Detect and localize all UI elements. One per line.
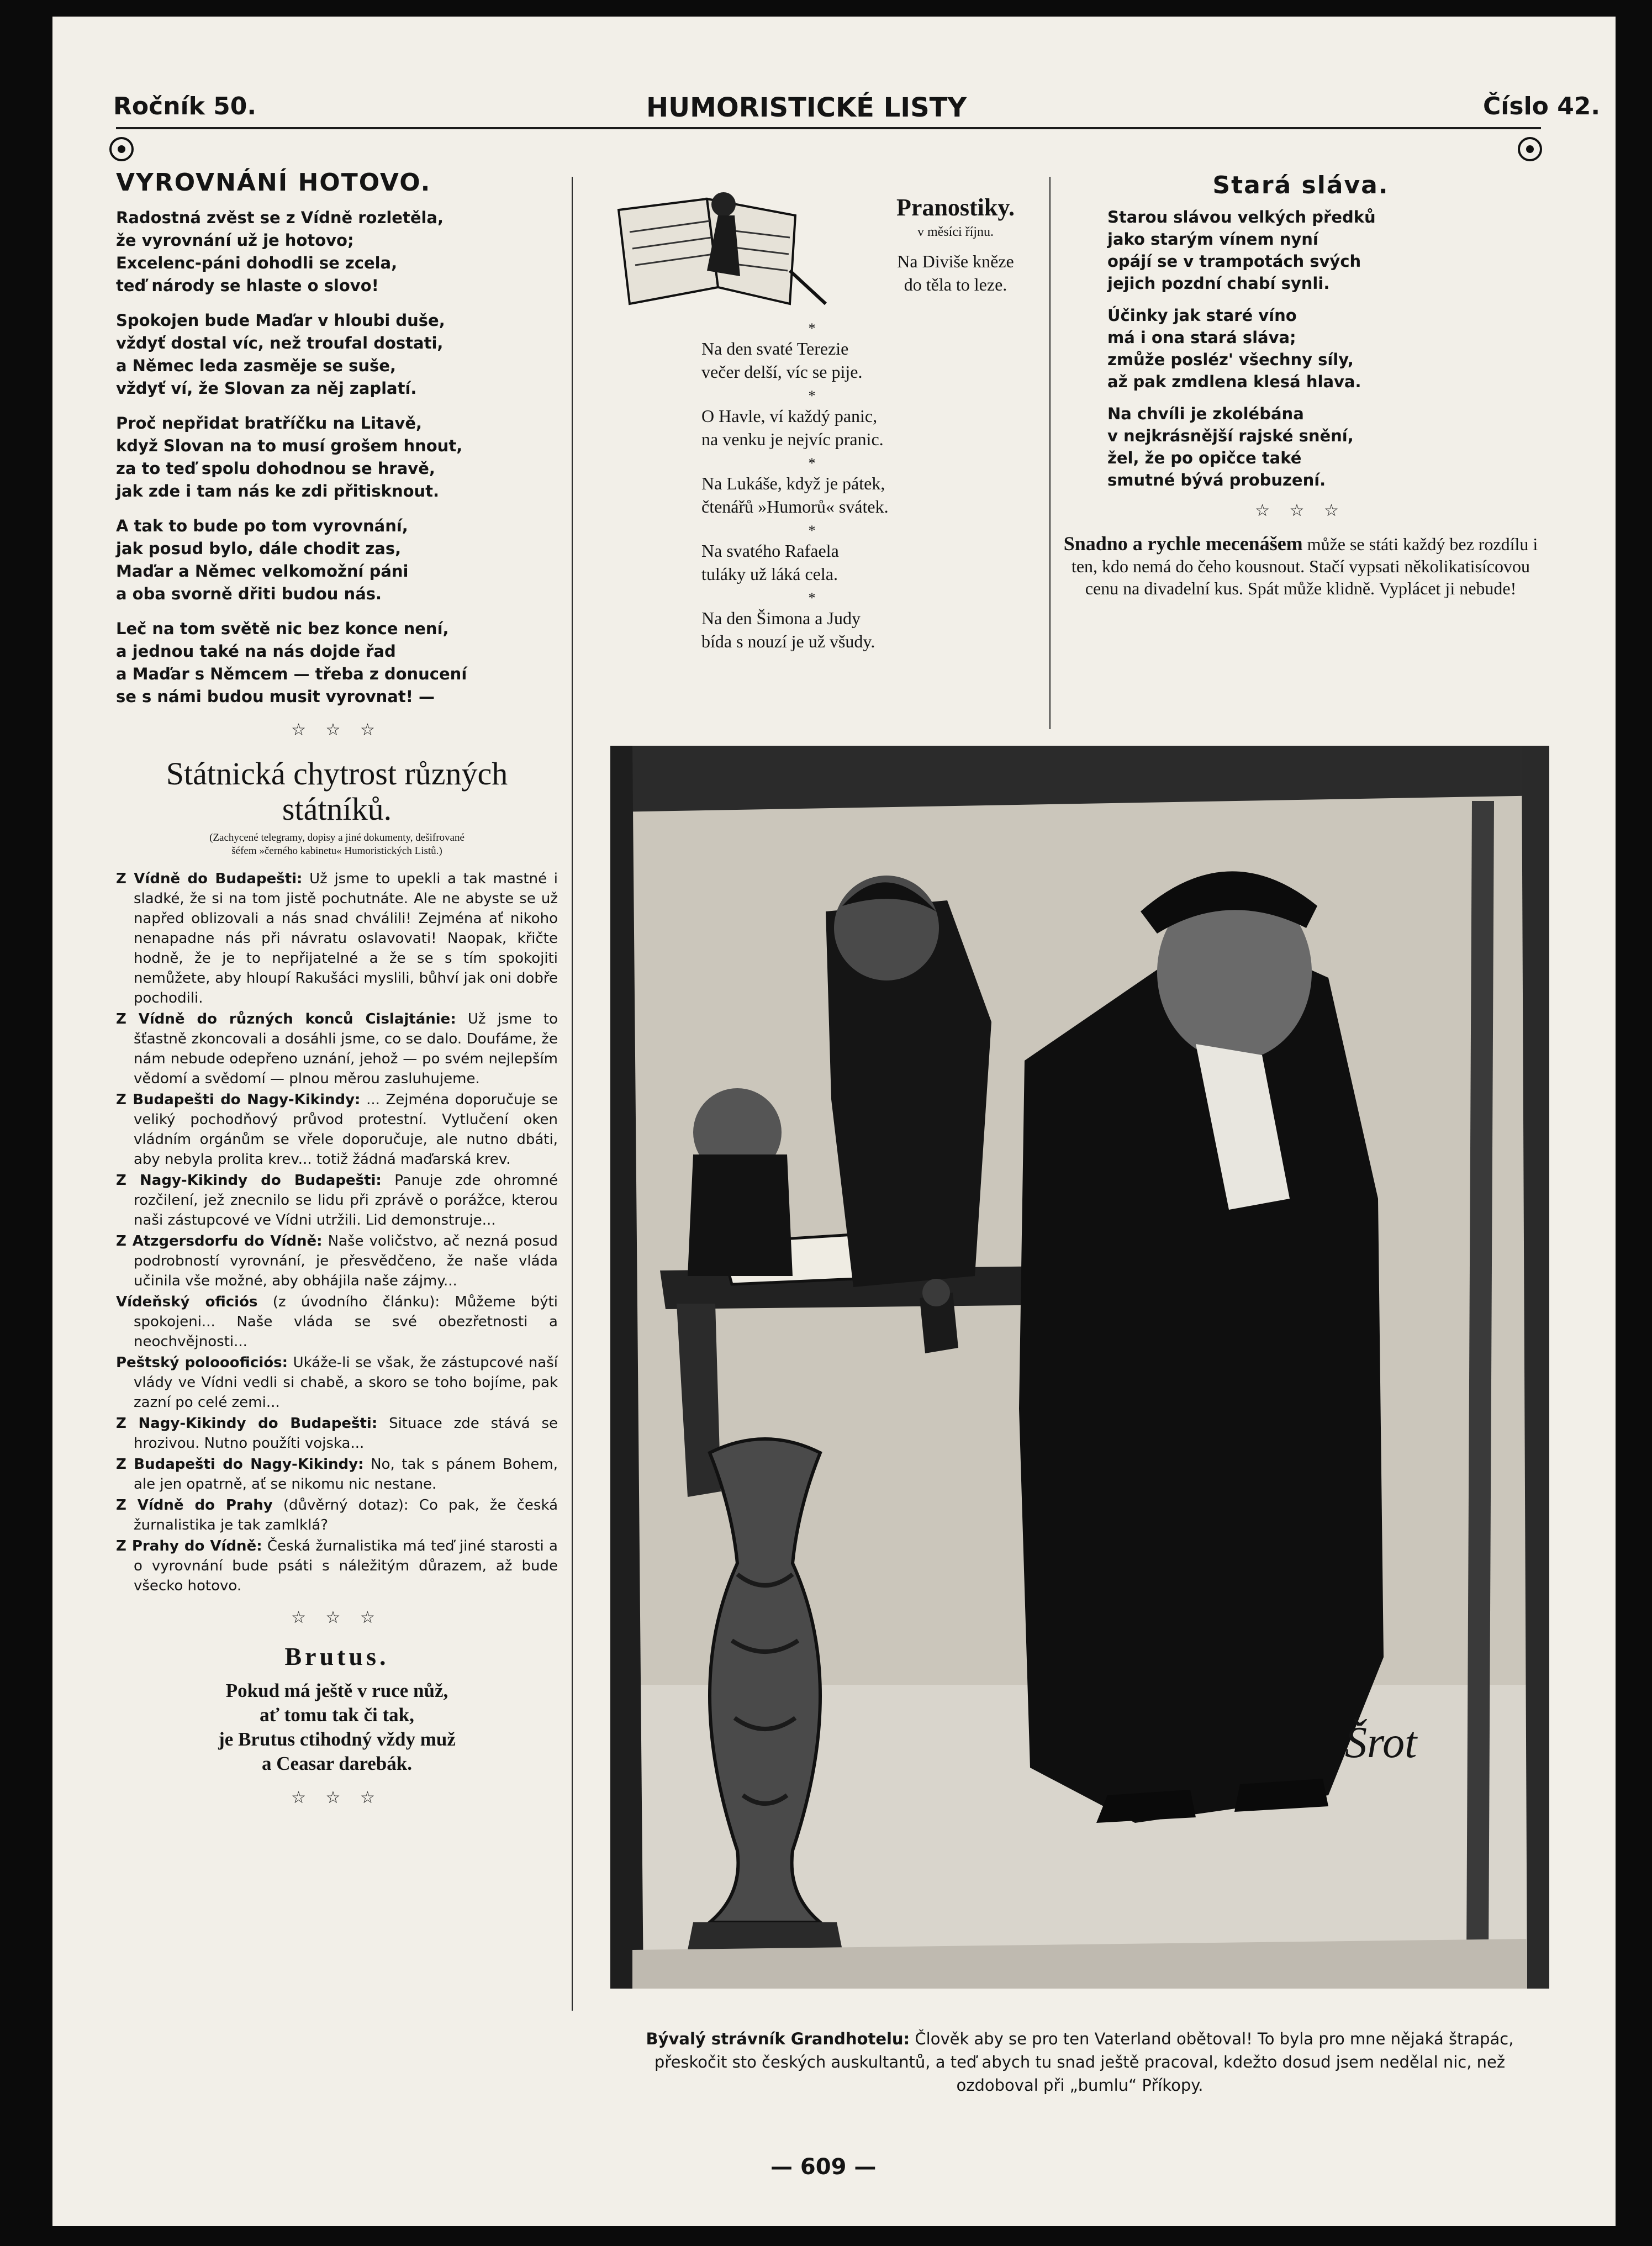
poem-line: A tak to bude po tom vyrovnání, (116, 516, 408, 535)
saying-line: Na Diviše kněze (897, 251, 1014, 271)
dispatch-text: Situace zde stává se hrozivou. Nutno použíti vojska... (134, 1415, 558, 1452)
poem-line: teď národy se hlaste o slovo! (116, 276, 379, 295)
dispatch-entry (116, 1009, 558, 1089)
pranostiky-title: Pranostiky. (896, 194, 1015, 221)
poem-line: za to teď spolu dohodnou se hravě, (116, 459, 435, 478)
saying-line: čtenářů »Humorů« svátek. (701, 497, 889, 516)
right-ornament-icon (1516, 135, 1544, 163)
saying-line: Na Lukáše, když je pátek, (701, 473, 885, 493)
poem-line: žel, že po opičce také (1107, 449, 1302, 467)
dispatch-sender: Z Vídně do Budapešti: (116, 871, 303, 887)
mecenas-lead: Snadno a rychle mecenášem (1063, 532, 1303, 555)
dispatch-text: Už jsme to šťastně zkoncovali a dosáhli jsme, co se dalo. Doufáme, že nám nebude odepřeno uznání, jehož — po svém nejlepším vědomí a svědomí — plnou měrou zasluhujeme. (134, 1011, 558, 1087)
saying-line: do těla to leze. (904, 275, 1007, 294)
page-number: — 609 — (770, 2154, 877, 2180)
dispatch-entry (116, 1231, 558, 1291)
poem-stanza (1107, 403, 1538, 491)
poem-stanza (116, 515, 558, 605)
brutus-verse (116, 1679, 558, 1776)
poem-stanzas (116, 207, 558, 708)
dispatch-entry (116, 1414, 558, 1453)
saying (701, 472, 922, 518)
saying-line: večer delší, víc se pije. (701, 362, 863, 382)
brutus-title: Brutus. (284, 1642, 389, 1670)
caption-text: Člověk aby se pro ten Vaterland obětoval! To byla pro mne nějaká štrapác, přeskočit sto českých auskultantů, a teď abych tu snad ještě pracoval, kdežto dosud jsem nedělal nic, než ozdoboval při „bumlu“ Příkopy. (654, 2029, 1514, 2095)
dispatch-text: ... Zejména doporučuje se veliký pochodňový průvod protestní. Vytlučení oken vládním orgánům se vřele doporučuje, ale nutno dbáti, aby nebyla prolita krev... totiž žádná maďarská krev. (134, 1092, 558, 1168)
volume-label: Ročník 50. (113, 92, 257, 120)
poem-stanza (116, 309, 558, 400)
issue-number: Číslo 42. (1483, 92, 1601, 120)
pranostiky-first-saying (878, 250, 1033, 296)
saying (701, 337, 922, 383)
caption-lead: Bývalý strávník Grandhotelu: (646, 2029, 910, 2048)
saying-line: bída s nouzí je už všudy. (701, 631, 875, 651)
saying-line: tuláky už láká cela. (701, 564, 838, 584)
dispatch-text: Naše voličstvo, ač nezná posud podrobností vyrovnání, je přesvědčeno, že naše vláda učinila vše možné, aby obhájila naše zájmy... (134, 1233, 558, 1289)
poem-line: vždyť ví, že Slovan za něj zaplatí. (116, 379, 417, 398)
poem-line: a jednou také na nás dojde řad (116, 642, 396, 661)
poem-line: že vyrovnání už je hotovo; (116, 231, 354, 250)
poem-line: Maďar a Němec velkomožní páni (116, 562, 409, 581)
cartoon-illustration (610, 746, 1549, 1989)
poem-line: opájí se v trampotách svých (1107, 252, 1361, 271)
brutus-line: Pokud má ještě v ruce nůž, (225, 1680, 448, 1701)
saying-line: na venku je nejvíc pranic. (701, 429, 884, 449)
article-title (116, 756, 558, 827)
dispatch-sender: Z Vídně do Prahy (116, 1497, 273, 1514)
poem-line: Starou slávou velkých předků (1107, 208, 1376, 226)
dispatch-sender: Z Budapešti do Nagy-Kikindy: (116, 1092, 361, 1108)
newspaper-page (52, 17, 1616, 2226)
poem-line: vždyť dostal víc, než troufal dostati, (116, 334, 444, 352)
poem-stanza (116, 618, 558, 708)
article-subtitle-line-2: šéfem »černého kabinetu« Humoristických Listů.) (231, 845, 442, 857)
mecenas-text: může se státi každý bez rozdílu i ten, kdo nemá do čeho kousnout. Stačí vypsati několikatisícovou cenu na divadelní kus. Spát může klidně. Vyplácet ji nebude! (1071, 534, 1538, 598)
poem-line: Účinky jak staré víno (1107, 306, 1297, 325)
dispatch-sender: Z Atzgersdorfu do Vídně: (116, 1233, 323, 1249)
poem-stanza (1107, 304, 1538, 393)
asterisk-separator: * (808, 523, 816, 539)
section-stars: ☆ ☆ ☆ (1255, 502, 1347, 520)
saying (701, 607, 922, 653)
poem-line: Leč na tom světě nic bez konce není, (116, 619, 449, 638)
section-stars: ☆ ☆ ☆ (291, 721, 383, 739)
poem-line: jak zde i tam nás ke zdi přitisknout. (116, 482, 440, 500)
dispatch-text: No, tak s pánem Bohem, ale jen opatrně, ať se nikomu nic nestane. (134, 1456, 558, 1493)
dispatch-entry (116, 1495, 558, 1535)
dispatch-text: (důvěrný dotaz): Co pak, že česká žurnalistika je tak zamlklá? (134, 1497, 558, 1533)
pranostiky-sayings (701, 320, 922, 657)
dispatch-entry (116, 1292, 558, 1352)
poem-line: smutné bývá probuzení. (1107, 471, 1326, 489)
dispatch-entry (116, 1353, 558, 1412)
poem-line: a Němec leda zasměje se suše, (116, 356, 396, 375)
poem-stanza (116, 412, 558, 503)
cartoon-caption (627, 2027, 1533, 2097)
poem-line: Spokojen bude Maďar v hloubi duše, (116, 311, 445, 330)
brutus-line: a Ceasar darebák. (262, 1753, 412, 1774)
saying-line: O Havle, ví každý panic, (701, 406, 878, 426)
artist-signature: Šrot (1345, 1718, 1417, 1767)
asterisk-separator: * (808, 388, 816, 404)
article-title-line-1: Státnická chytrost různých (166, 756, 508, 792)
poem-title: VYROVNÁNÍ HOTOVO. (116, 168, 431, 197)
poem-line: Radostná zvěst se z Vídně rozletěla, (116, 208, 444, 227)
dispatch-sender: Z Budapešti do Nagy-Kikindy: (116, 1456, 364, 1473)
article-subtitle-line-1: (Zachycené telegramy, dopisy a jiné dokumenty, dešifrované (209, 832, 465, 843)
article-subtitle (116, 831, 558, 858)
poem-stanza (116, 207, 558, 297)
dispatch-entry (116, 1171, 558, 1230)
dispatch-text: Panuje zde ohromné rozčilení, jež znecnilo se lidu při zprávě o porážce, kterou naši zástupcové ve Vídni utržili. Lid demonstruje... (134, 1172, 558, 1229)
dispatch-sender: Z Vídně do různých konců Cislajtánie: (116, 1011, 456, 1027)
saying-line: Na den svaté Terezie (701, 339, 849, 358)
asterisk-separator: * (808, 320, 816, 336)
poem-line: Proč nepřidat bratříčku na Litavě, (116, 414, 423, 433)
asterisk-separator: * (808, 455, 816, 471)
stara-slava-stanzas (1063, 206, 1538, 491)
dispatch-sender: Z Prahy do Vídně: (116, 1538, 262, 1554)
poem-line: jako starým vínem nyní (1107, 230, 1318, 249)
dispatch-sender: Vídeňský oficiós (116, 1294, 258, 1310)
poem-line: Na chvíli je zkolébána (1107, 404, 1304, 423)
saying-line: Na den Šimona a Judy (701, 608, 861, 628)
left-column (116, 168, 558, 1807)
brutus-line: ať tomu tak či tak, (260, 1704, 414, 1726)
poem-line: až pak zmdlena klesá hlava. (1107, 372, 1361, 391)
dispatch-text: (z úvodního článku): Můžeme býti spokojeni... Naše vláda se své obezřetnosti a neochvějnosti... (134, 1294, 558, 1350)
poem-line: se s námi budou musit vyrovnat! — (116, 687, 435, 706)
dispatch-entry (116, 1454, 558, 1494)
saying-line: Na svatého Rafaela (701, 541, 839, 561)
poem-line: má i ona stará sláva; (1107, 328, 1296, 347)
poem-line: v nejkrásnější rajské snění, (1107, 426, 1354, 445)
right-column (1063, 171, 1538, 599)
article-title-line-2: státníků. (282, 791, 392, 827)
brutus-line: je Brutus ctihodný vždy muž (218, 1728, 456, 1750)
column-divider-right (1049, 177, 1051, 729)
saying (701, 539, 922, 586)
dispatch-entry (116, 869, 558, 1008)
mecenas-paragraph (1063, 532, 1538, 599)
stara-slava-title: Stará sláva. (1212, 171, 1389, 199)
dispatch-sender: Z Nagy-Kikindy do Budapešti: (116, 1172, 382, 1189)
poem-line: jak posud bylo, dále chodit zas, (116, 539, 402, 558)
poem-line: když Slovan na to musí grošem hnout, (116, 436, 463, 455)
section-stars: ☆ ☆ ☆ (291, 1609, 383, 1627)
header-rule (116, 127, 1541, 129)
left-ornament-icon (108, 135, 135, 163)
poem-line: Excelenc-páni dohodli se zcela, (116, 254, 398, 272)
pranostiky-subtitle: v měsíci říjnu. (917, 225, 994, 239)
poem-line: jejich pozdní chabí synli. (1107, 274, 1330, 293)
dispatch-text: Česká žurnalistika má teď jiné starosti a o vyrovnání bude psáti s náležitým důrazem, až bude všecko hotovo. (134, 1538, 558, 1594)
dispatch-sender: Peštský poloooficiós: (116, 1354, 288, 1371)
dispatch-sender: Z Nagy-Kikindy do Budapešti: (116, 1415, 378, 1432)
dispatch-entry (116, 1090, 558, 1169)
book-illustration (608, 177, 828, 315)
poem-line: zmůže posléz' všechny síly, (1107, 350, 1354, 369)
asterisk-separator: * (808, 590, 816, 606)
pranostiky-heading (878, 193, 1033, 296)
dispatch-text: Už jsme to upekli a tak mastné i sladké, že si na tom jistě pochutnáte. Ale ne abyste se už napřed oblizovali a nás snad chválili! Zejména ať nikoho nenapadne nás při návratu oslavovati! Naopak, křičte hodně, že je to nepřijatelné a že se s tím spokojiti nemůžete, aby hloupí Rakušáci myslili, bůhví jak oni dobře pochodili. (134, 871, 558, 1006)
dispatch-text: Ukáže-li se však, že zástupcové naší vlády ve Vídni vedli si chabě, a skoro se toho bojíme, pak zazní po celé zemi... (134, 1354, 558, 1411)
poem-stanza (1107, 206, 1538, 294)
poem-line: a oba svorně dřiti budou nás. (116, 584, 382, 603)
section-stars: ☆ ☆ ☆ (291, 1789, 383, 1807)
masthead-title: HUMORISTICKÉ LISTY (646, 92, 967, 123)
dispatch-list (116, 869, 558, 1596)
poem-line: a Maďar s Němcem — třeba z donucení (116, 665, 467, 683)
dispatch-entry (116, 1536, 558, 1596)
column-divider-left (572, 177, 573, 2011)
saying (701, 404, 922, 451)
